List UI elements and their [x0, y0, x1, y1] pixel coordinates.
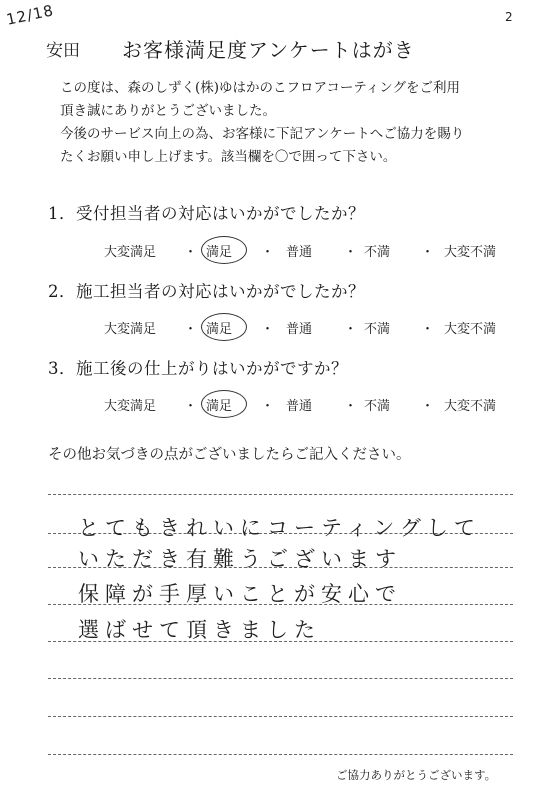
handwritten-comment-line: とてもきれいにコーティングして [78, 516, 481, 540]
option-satisfied[interactable]: 満足 [206, 399, 233, 414]
ruled-line [48, 754, 513, 755]
separator: ・ [261, 322, 275, 337]
ruled-line [48, 678, 513, 679]
separator: ・ [421, 322, 435, 337]
handwritten-comment-line: いただき有難うございます [78, 547, 402, 571]
option-very-dissatisfied[interactable]: 大変不満 [444, 245, 497, 260]
option-very-satisfied[interactable]: 大変満足 [104, 399, 157, 414]
separator: ・ [261, 245, 275, 260]
selected-circle-mark [201, 236, 247, 264]
ruled-line [48, 716, 513, 717]
intro-line: この度は、森のしずく(株)ゆはかのこフロアコーティングをご利用 [60, 80, 461, 96]
question-3: 3．施工後の仕上がりはいかがですか？ [48, 359, 348, 378]
handwritten-comment-line: 保障が手厚いことが安心で [78, 582, 402, 606]
remarks-label: その他お気づきの点がございましたらご記入ください。 [48, 447, 411, 463]
survey-title: お客様満足度アンケートはがき [122, 38, 415, 62]
separator: ・ [344, 245, 358, 260]
handwritten-comment-line: 選ばせて頂きました [78, 618, 321, 642]
separator: ・ [184, 245, 198, 260]
options-row-1 [104, 241, 504, 263]
option-very-dissatisfied[interactable]: 大変不満 [444, 399, 497, 414]
option-very-satisfied[interactable]: 大変満足 [104, 322, 157, 337]
option-satisfied[interactable]: 満足 [206, 322, 233, 337]
separator: ・ [344, 399, 358, 414]
page-number: 2 [505, 10, 513, 24]
separator: ・ [421, 245, 435, 260]
selected-circle-mark [201, 313, 247, 341]
option-neutral[interactable]: 普通 [286, 322, 313, 337]
option-neutral[interactable]: 普通 [286, 245, 313, 260]
separator: ・ [261, 399, 275, 414]
ruled-line [48, 494, 513, 495]
option-dissatisfied[interactable]: 不満 [364, 245, 391, 260]
options-row-2 [104, 318, 504, 340]
handwritten-signature: 安田 [46, 41, 80, 61]
separator: ・ [344, 322, 358, 337]
option-dissatisfied[interactable]: 不満 [364, 399, 391, 414]
intro-line: たくお願い申し上げます。該当欄を〇で囲って下さい。 [60, 149, 397, 165]
intro-line: 今後のサービス向上の為、お客様に下記アンケートへご協力を賜り [60, 126, 465, 142]
options-row-3 [104, 395, 504, 417]
question-2: 2．施工担当者の対応はいかがでしたか？ [48, 282, 365, 301]
handwritten-date: 12/18 [4, 1, 56, 29]
footer-thanks: ご協力ありがとうございます。 [336, 768, 497, 782]
option-neutral[interactable]: 普通 [286, 399, 313, 414]
option-satisfied[interactable]: 満足 [206, 245, 233, 260]
intro-line: 頂き誠にありがとうございました。 [60, 103, 276, 119]
question-1: 1．受付担当者の対応はいかがでしたか？ [48, 204, 365, 223]
separator: ・ [184, 322, 198, 337]
option-dissatisfied[interactable]: 不満 [364, 322, 391, 337]
separator: ・ [184, 399, 198, 414]
option-very-dissatisfied[interactable]: 大変不満 [444, 322, 497, 337]
separator: ・ [421, 399, 435, 414]
option-very-satisfied[interactable]: 大変満足 [104, 245, 157, 260]
selected-circle-mark [201, 390, 247, 418]
